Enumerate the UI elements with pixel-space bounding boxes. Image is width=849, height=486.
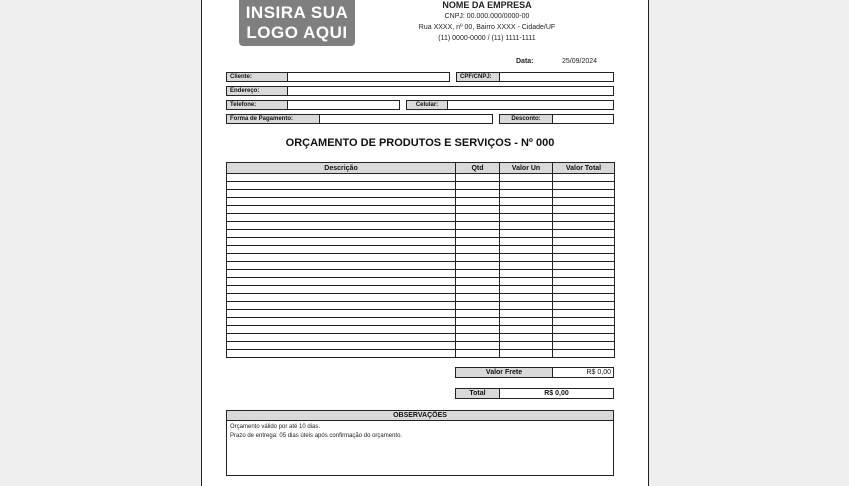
date-value: 25/09/2024 (562, 58, 598, 65)
table-cell[interactable] (456, 286, 500, 294)
table-cell[interactable] (456, 350, 500, 358)
table-row (227, 238, 615, 246)
table-cell[interactable] (553, 206, 615, 214)
table-cell[interactable] (500, 254, 553, 262)
table-cell[interactable] (456, 254, 500, 262)
table-row (227, 246, 615, 254)
table-cell[interactable] (553, 342, 615, 350)
table-row (227, 310, 615, 318)
table-cell[interactable] (456, 270, 500, 278)
table-cell[interactable] (227, 206, 456, 214)
company-address: Rua XXXX, nº 00, Bairro XXXX - Cidade/UF (418, 24, 556, 31)
table-cell[interactable] (456, 222, 500, 230)
table-row (227, 254, 615, 262)
table-cell[interactable] (227, 286, 456, 294)
table-cell[interactable] (227, 174, 456, 182)
forma-pagamento-label: Forma de Pagamento: (226, 114, 320, 124)
table-cell[interactable] (500, 326, 553, 334)
table-cell[interactable] (456, 230, 500, 238)
table-cell[interactable] (500, 222, 553, 230)
table-cell[interactable] (553, 326, 615, 334)
table-row (227, 198, 615, 206)
celular-field[interactable] (447, 100, 614, 110)
table-cell[interactable] (456, 262, 500, 270)
table-row (227, 294, 615, 302)
table-cell[interactable] (227, 262, 456, 270)
observacao-line-2: Prazo de entrega: 05 dias úteis após confirmação do orçamento. (230, 433, 403, 439)
table-cell[interactable] (553, 254, 615, 262)
table-cell[interactable] (456, 182, 500, 190)
table-cell[interactable] (553, 262, 615, 270)
table-cell[interactable] (456, 326, 500, 334)
table-cell[interactable] (500, 318, 553, 326)
table-cell[interactable] (227, 270, 456, 278)
items-header-row (227, 163, 615, 174)
table-cell[interactable] (553, 222, 615, 230)
table-cell[interactable] (456, 334, 500, 342)
table-row (227, 182, 615, 190)
cpf-cnpj-field[interactable] (499, 72, 614, 82)
table-cell[interactable] (500, 310, 553, 318)
table-cell[interactable] (500, 278, 553, 286)
table-cell[interactable] (227, 334, 456, 342)
table-cell[interactable] (500, 214, 553, 222)
table-cell[interactable] (500, 190, 553, 198)
table-row (227, 350, 615, 358)
table-cell[interactable] (456, 310, 500, 318)
table-cell[interactable] (227, 222, 456, 230)
table-cell[interactable] (500, 334, 553, 342)
table-cell[interactable] (227, 318, 456, 326)
table-cell[interactable] (553, 246, 615, 254)
table-row (227, 230, 615, 238)
table-row (227, 286, 615, 294)
table-cell[interactable] (500, 206, 553, 214)
page-title: ORÇAMENTO DE PRODUTOS E SERVIÇOS - Nº 000 (285, 137, 555, 149)
header-valor-un: Valor Un (500, 163, 553, 174)
observacoes-header: OBSERVAÇÕES (226, 410, 614, 421)
header-valor-total: Valor Total (553, 163, 615, 174)
logo-placeholder (239, 0, 355, 46)
desconto-field[interactable] (552, 114, 614, 124)
header-descricao: Descrição (227, 163, 456, 174)
table-cell[interactable] (456, 214, 500, 222)
table-cell[interactable] (227, 182, 456, 190)
desconto-label: Desconto: (499, 114, 553, 124)
table-cell[interactable] (227, 238, 456, 246)
table-cell[interactable] (553, 174, 615, 182)
table-cell[interactable] (500, 198, 553, 206)
table-cell[interactable] (553, 270, 615, 278)
celular-label: Celular: (406, 100, 448, 110)
table-row (227, 262, 615, 270)
header-qtd: Qtd (456, 163, 500, 174)
table-cell[interactable] (553, 334, 615, 342)
table-cell[interactable] (553, 182, 615, 190)
table-row (227, 334, 615, 342)
table-cell[interactable] (227, 326, 456, 334)
logo-line-2: LOGO AQUI (246, 23, 348, 42)
table-cell[interactable] (500, 270, 553, 278)
table-row (227, 190, 615, 198)
table-row (227, 318, 615, 326)
table-row (227, 326, 615, 334)
company-phones: (11) 0000-0000 / (11) 1111-1111 (438, 35, 536, 42)
table-cell[interactable] (553, 286, 615, 294)
table-cell[interactable] (553, 214, 615, 222)
table-cell[interactable] (500, 294, 553, 302)
table-cell[interactable] (553, 310, 615, 318)
table-cell[interactable] (456, 318, 500, 326)
table-cell[interactable] (227, 342, 456, 350)
total-value: R$ 0,00 (499, 388, 614, 399)
table-cell[interactable] (500, 230, 553, 238)
table-cell[interactable] (553, 302, 615, 310)
company-cnpj: CNPJ: 00.000.000/0000-00 (444, 13, 530, 20)
company-name: NOME DA EMPRESA (442, 0, 532, 10)
telefone-field[interactable] (287, 100, 400, 110)
table-cell[interactable] (456, 190, 500, 198)
table-cell[interactable] (456, 206, 500, 214)
frete-label: Valor Frete (455, 367, 553, 378)
endereco-label: Endereço: (226, 86, 288, 96)
table-cell[interactable] (553, 230, 615, 238)
table-cell[interactable] (227, 254, 456, 262)
frete-value: R$ 0,00 (552, 367, 614, 378)
table-cell[interactable] (227, 278, 456, 286)
table-cell[interactable] (227, 350, 456, 358)
table-row (227, 302, 615, 310)
table-row (227, 206, 615, 214)
table-row (227, 214, 615, 222)
cliente-field[interactable] (287, 72, 450, 82)
table-cell[interactable] (227, 214, 456, 222)
table-cell[interactable] (456, 342, 500, 350)
table-cell[interactable] (456, 302, 500, 310)
table-cell[interactable] (227, 190, 456, 198)
table-cell[interactable] (227, 302, 456, 310)
table-cell[interactable] (553, 198, 615, 206)
table-cell[interactable] (227, 294, 456, 302)
table-cell[interactable] (227, 310, 456, 318)
table-cell[interactable] (553, 278, 615, 286)
table-cell[interactable] (456, 174, 500, 182)
observacao-line-1: Orçamento válido por até 10 dias. (230, 424, 321, 430)
table-row (227, 222, 615, 230)
table-cell[interactable] (553, 350, 615, 358)
table-cell[interactable] (227, 246, 456, 254)
table-row (227, 174, 615, 182)
table-cell[interactable] (500, 286, 553, 294)
items-body (227, 174, 615, 358)
logo-line-1: INSIRA SUA (245, 3, 349, 22)
endereco-field[interactable] (287, 86, 614, 96)
items-table (226, 162, 615, 358)
table-cell[interactable] (553, 238, 615, 246)
table-cell[interactable] (500, 302, 553, 310)
company-header (392, 0, 582, 44)
table-cell[interactable] (500, 182, 553, 190)
table-cell[interactable] (553, 190, 615, 198)
table-cell[interactable] (456, 246, 500, 254)
table-row (227, 270, 615, 278)
table-row (227, 342, 615, 350)
table-cell[interactable] (553, 318, 615, 326)
cpf-cnpj-label: CPF/CNPJ: (456, 72, 500, 82)
table-cell[interactable] (500, 342, 553, 350)
table-row (227, 278, 615, 286)
date-label: Data: (516, 58, 534, 65)
forma-pagamento-field[interactable] (319, 114, 493, 124)
table-cell[interactable] (456, 278, 500, 286)
document-page (201, 0, 649, 486)
table-cell[interactable] (456, 294, 500, 302)
total-label: Total (455, 388, 500, 399)
table-cell[interactable] (456, 238, 500, 246)
table-cell[interactable] (553, 294, 615, 302)
table-cell[interactable] (500, 246, 553, 254)
table-cell[interactable] (500, 174, 553, 182)
cliente-label: Cliente: (226, 72, 288, 82)
telefone-label: Telefone: (226, 100, 288, 110)
table-cell[interactable] (227, 230, 456, 238)
observacoes-body[interactable] (226, 420, 614, 476)
table-cell[interactable] (500, 350, 553, 358)
table-cell[interactable] (456, 198, 500, 206)
table-cell[interactable] (500, 262, 553, 270)
table-cell[interactable] (500, 238, 553, 246)
table-cell[interactable] (227, 198, 456, 206)
